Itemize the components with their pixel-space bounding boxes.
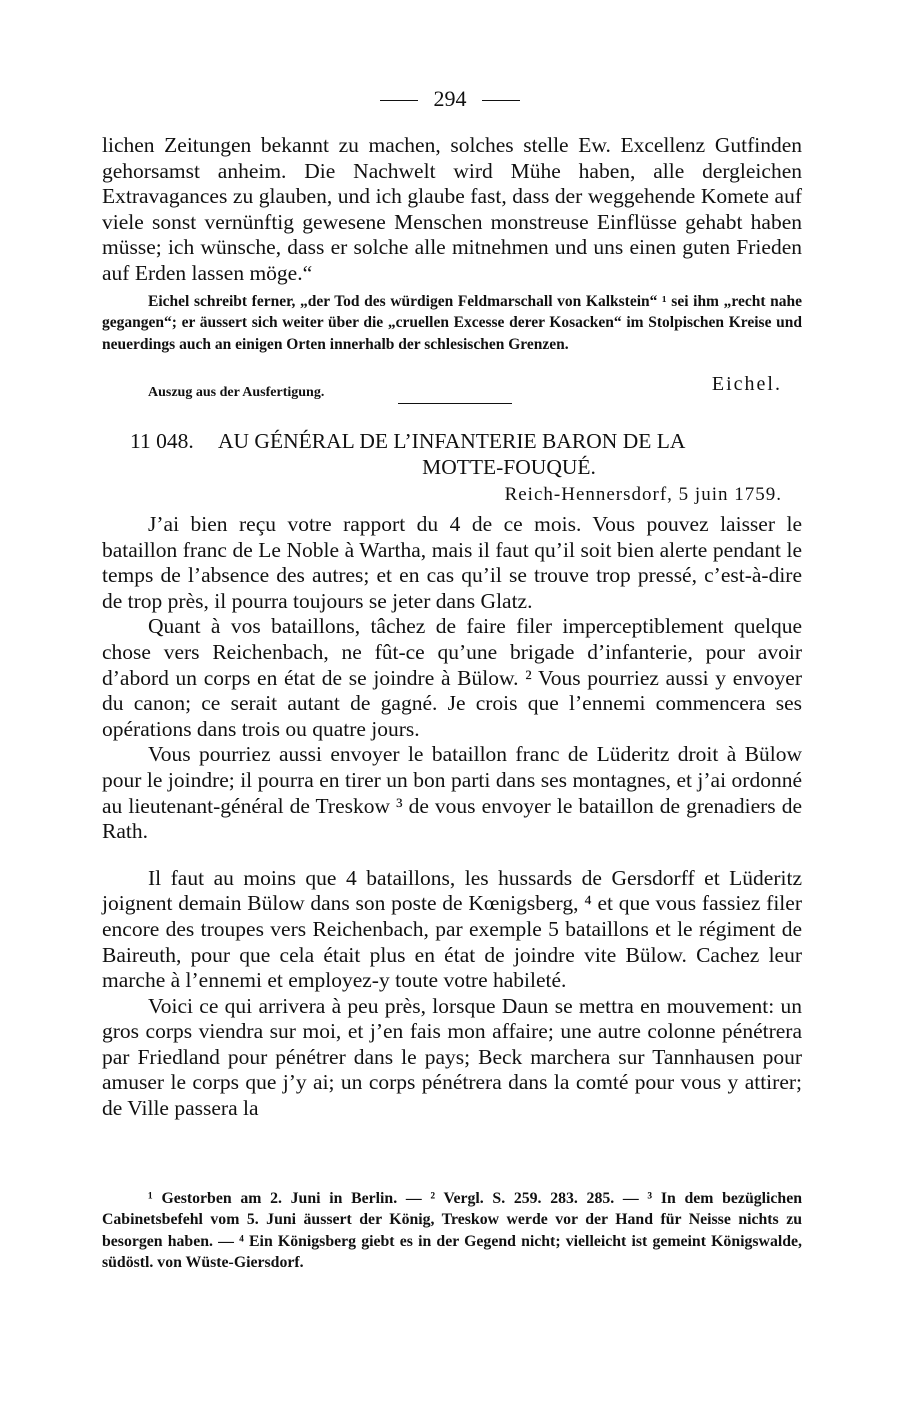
section-divider (398, 403, 512, 404)
letter-dateline: Reich-Hennersdorf, 5 juin 1759. (504, 484, 782, 505)
letter-paragraph: J’ai bien reçu votre rapport du 4 de ce mois. Vous pouvez laisser le bataillon franc de Le Noble à Wartha, mais il faut qu’il soit bien alerte pendant le temps de l’absence des autres; et en cas qu’il se trouve trop pressé, c’est-à-dire de trop près, il pourra toujours se jeter dans Glatz. (102, 512, 802, 613)
footnotes: ¹ Gestorben am 2. Juni in Berlin. — ² Vergl. S. 259. 283. 285. — ³ In dem bezüglichen Cabinetsbefehl vom 5. Juni äussert der König, Treskow werde vor der Hand für Neisse nichts zu besorgen haben. — ⁴ Ein Königsberg giebt es in der Gegend nicht; vielleicht ist gemeint Königswalde, südöstl. von Wüste-Giersdorf. (102, 1190, 802, 1271)
source-note: Auszug aus der Ausfertigung. (148, 385, 325, 400)
letter-paragraph: Quant à vos bataillons, tâchez de faire filer imperceptiblement quelque chose vers Reichenbach, ne fût-ce qu’une brigade d’infanterie, pour avoir d’abord un corps en état de se joindre à Bülow. ² Vous pourriez aussi y envoyer du canon; ce serait autant de gagné. Je crois que l’ennemi commencera ses opérations dans trois ou quatre jours. (102, 614, 802, 741)
editor-note (102, 291, 802, 355)
letter-number: 11 048. (130, 429, 194, 453)
continuation-paragraph: lichen Zeitungen bekannt zu machen, solches stelle Ew. Excellenz Gutfinden gehorsamst anheim. Die Nachwelt wird Mühe haben, alle dergleichen Extravagances zu glauben, und ich glaube fast, dass der weggehende Komete auf viele sonst vernünftig gewesene Menschen monstreuse Einflüsse gehabt haben müsse; ich wünsche, dass er solche alle mitnehmen und uns einen guten Frieden auf Erden lassen möge.“ (102, 133, 802, 285)
letter-paragraph: Voici ce qui arrivera à peu près, lorsque Daun se mettra en mouvement: un gros corps viendra sur moi, et j’en fais mon affaire; une autre colonne pénétrera par Friedland pour pénétrer dans le pays; Beck marchera sur Tannhausen pour amuser le corps que j’y ai; un corps pénétrera dans la comté pour vous y attirer; de Ville passera la (102, 993, 802, 1121)
letter-heading (100, 428, 800, 480)
header-dash-left (380, 100, 418, 101)
header-dash-right (482, 100, 520, 101)
page-header (0, 86, 900, 112)
letter-title-line-1: AU GÉNÉRAL DE L’INFANTERIE BARON DE LA (218, 429, 686, 453)
letter-paragraph: Il faut au moins que 4 bataillons, les hussards de Gersdorff et Lüderitz joignent demain Bülow dans son poste de Kœnigsberg, ⁴ et que vous fassiez filer encore des troupes vers Reichenbach, par exemple 5 bataillons et le régiment de Baireuth, pour que cela était plus en état de joindre vite Bülow. Cachez leur marche à l’ennemi et employez-y toute votre habileté. (102, 865, 802, 993)
letter-title-line-2: MOTTE-FOUQUÉ. (422, 455, 596, 479)
letter-paragraph: Vous pourriez aussi envoyer le bataillon franc de Lüderitz droit à Bülow pour le joindre; il pourra en tirer un bon parti dans ses montagnes, et j’ai ordonné au lieutenant-général de Treskow ³ de vous envoyer le bataillon de grenadiers de Rath. (102, 742, 802, 844)
editor-note-text: Eichel schreibt ferner, „der Tod des würdigen Feldmarschall von Kalkstein“ ¹ sei ihm „recht nahe gegangen“; er äussert sich weiter über die „cruellen Excesse derer Kosacken“ im Stolpischen Kreise und neuerdings auch an einigen Orten innerhalb der schlesischen Grenzen. (102, 293, 802, 353)
page-number: 294 (433, 86, 467, 111)
signature: Eichel. (711, 373, 782, 395)
letter-body (102, 512, 802, 1122)
